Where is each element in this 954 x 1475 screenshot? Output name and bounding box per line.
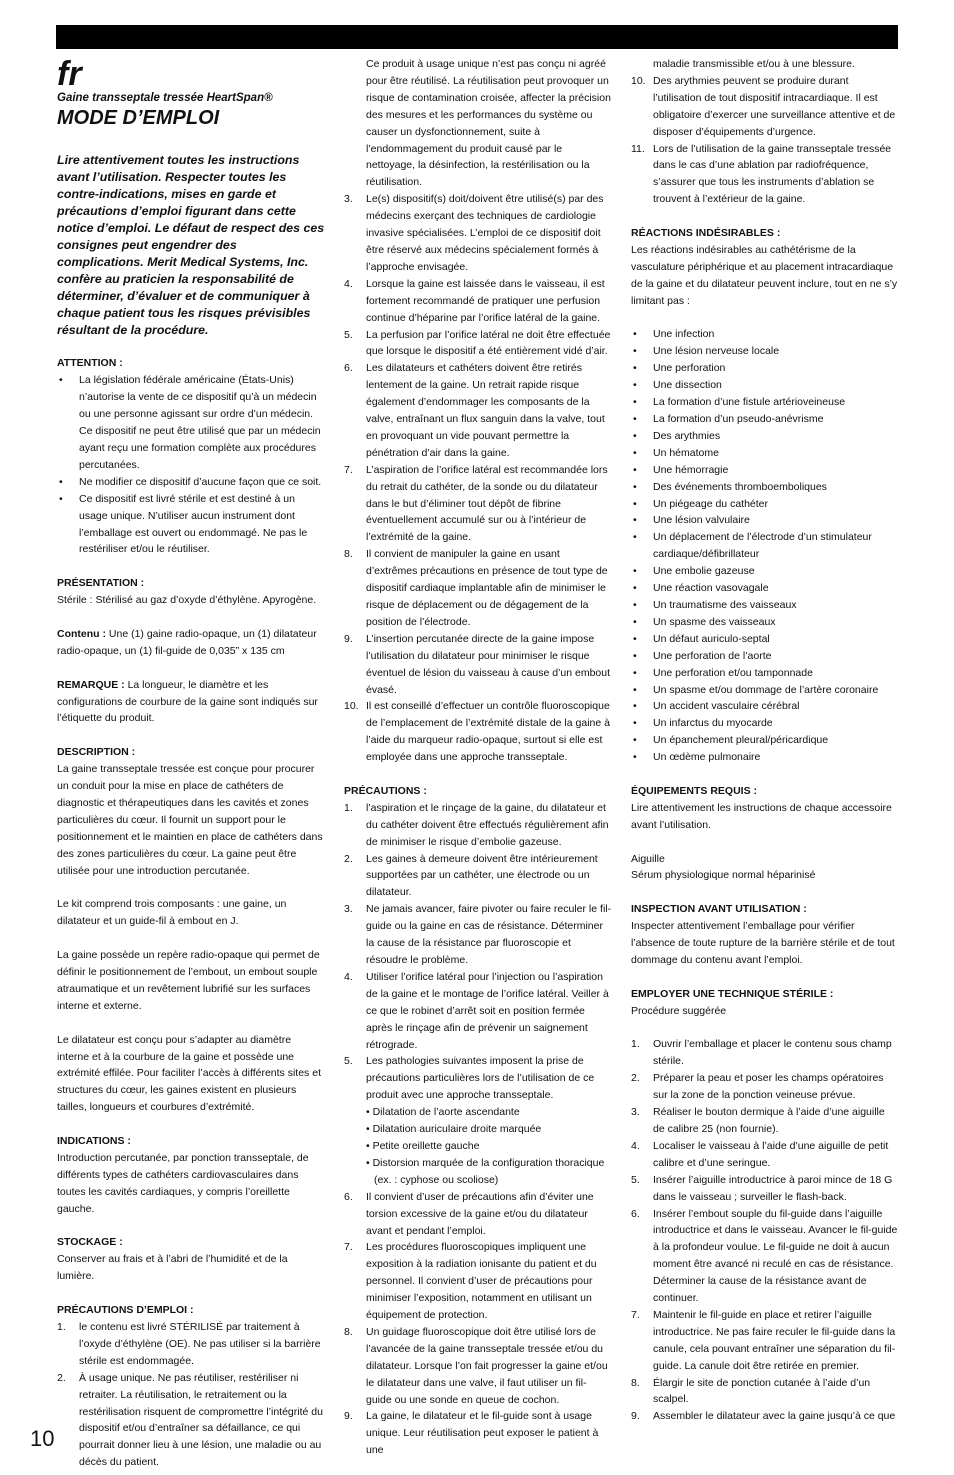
- equipement-item: Aiguille: [631, 852, 665, 865]
- list-item: 9. La gaine, le dilatateur et le fil-guide sont à usage unique. Leur réutilisation peut exposer le patient à une: [344, 1410, 599, 1457]
- list-item: • La formation d’une fistule artérioveineuse: [633, 396, 846, 409]
- list-item: 3. Ne jamais avancer, faire pivoter ou faire reculer le fil-guide ou la gaine en cas de résistance. Déterminer la cause de la résistance par fluoroscopie et résoudre le problème.: [344, 903, 612, 967]
- list-item: • Un spasme des vaisseaux: [633, 615, 776, 628]
- list-item: • Un défaut auriculo-septal: [633, 632, 770, 645]
- reactions-list: [631, 326, 899, 766]
- reactions-heading: RÉACTIONS INDÉSIRABLES :: [631, 227, 781, 240]
- intro-warning: Lire attentivement toutes les instructions avant l’utilisation. Respecter toutes les contre-indications, mises en garde et précautions d’emploi figurant dans cette notice d’emploi. Le défaut de respect des ces consignes peut engendrer des complications. Merit Medical Systems, Inc. confère au praticien la responsabilité de déterminer, d’évaluer et de communiquer à chaque patient tous les risques prévisibles résultant de la procédure.: [57, 153, 325, 337]
- description-paragraph: Le dilatateur est conçu pour s’adapter au diamètre interne et à la courbure de la gaine et possède une extrémité effilée. Pour faciliter l’accès à différents sites et structures du cœur, les gaines existent en plusieurs tailles, longueurs et courbures d’extrémité.: [57, 1033, 321, 1114]
- list-item: 9. L’insertion percutanée directe de la gaine impose l’utilisation du dilatateur pour minimiser le risque éventuel de lésion du vaisseau à cause d’un embout évasé.: [344, 632, 611, 696]
- list-item: • Un œdème pulmonaire: [633, 751, 761, 764]
- technique-heading: EMPLOYER UNE TECHNIQUE STÉRILE :: [631, 987, 834, 1000]
- pathology-item: • Petite oreillette gauche: [366, 1139, 480, 1152]
- list-item: 8. Un guidage fluoroscopique doit être utilisé lors de l’avancée de la gaine transseptale tressée et/ou du dilatateur. Lorsque l’on fait progresser la gaine et/ou le dilatateur dans une valve, il faut utiliser un fil-guide ou une sonde en queue de cochon.: [344, 1325, 608, 1406]
- column-3: [631, 56, 899, 1425]
- inspection-heading: INSPECTION AVANT UTILISATION :: [631, 903, 807, 916]
- equipements-text: Lire attentivement les instructions de chaque accessoire avant l’utilisation.: [631, 801, 892, 831]
- precautions-emploi-heading: PRÉCAUTIONS D’EMPLOI :: [57, 1304, 194, 1317]
- list-item: 1. Ouvrir l’emballage et placer le contenu sous champ stérile.: [631, 1038, 892, 1068]
- list-item: 4. Lorsque la gaine est laissée dans le vaisseau, il est fortement recommandé de pratiquer une perfusion continue d’héparine par l’orifice latéral de la gaine.: [344, 277, 605, 324]
- list-item: 9. Assembler le dilatateur avec la gaine jusqu’à ce que: [631, 1410, 896, 1423]
- presentation-heading: PRÉSENTATION :: [57, 577, 145, 590]
- pathology-item: (ex. : cyphose ou scoliose): [374, 1173, 499, 1186]
- column-1: [57, 56, 325, 1471]
- list-item: 2. Les gaines à demeure doivent être intérieurement supportées par un cathéter, une électrode ou un dilatateur.: [344, 852, 598, 899]
- pathology-item: • Dilatation auriculaire droite marquée: [366, 1123, 542, 1136]
- contenu-paragraph: Contenu : Une (1) gaine radio-opaque, un (1) dilatateur radio-opaque, un (1) fil-guide de 0,035” x 135 cm: [57, 627, 317, 657]
- list-item: • La législation fédérale américaine (États-Unis) n’autorise la vente de ce dispositif qu’à un médecin ou une personne agissant sur ordre d’un médecin. Ce dispositif ne peut être utilisé que par un médecin ayant reçu une formation complète aux procédures percutanées.: [59, 374, 321, 471]
- attention-heading: ATTENTION :: [57, 357, 123, 370]
- list-item: • Ce dispositif est livré stérile et est destiné à un usage unique. N’utiliser aucun instrument dont l’emballage est ouvert ou endommagé. Ne pas le restériliser et/ou le réutiliser.: [59, 492, 308, 556]
- equipements-heading: ÉQUIPEMENTS REQUIS :: [631, 784, 758, 797]
- list-item: • Un déplacement de l’électrode d’un stimulateur cardiaque/défibrillateur: [633, 531, 872, 561]
- header-bar: [56, 25, 898, 49]
- list-item: • Une hémorragie: [633, 463, 729, 476]
- technique-list: [631, 1036, 899, 1425]
- list-item: • Un infarctus du myocarde: [633, 717, 773, 730]
- list-item-continuation: Ce produit à usage unique n’est pas conçu ni agréé pour être réutilisé. La réutilisation peut provoquer un risque de contamination croisée, affecter la précision des mesures et les performances du système ou causer un dysfonctionnement, suite à l’endommagement du produit causé par le nettoyage, la désinfection, la restérilisation ou la réutilisation.: [366, 58, 611, 189]
- presentation-text: Stérile : Stérilisé au gaz d’oxyde d’éthylène. Apyrogène.: [57, 594, 317, 607]
- list-item: 7. Les procédures fluoroscopiques impliquent une exposition à la radiation ionisante du patient et du personnel. Il convient d’user de précautions pour minimiser l’exposition, notamment en utilisant un équipement de protection.: [344, 1241, 597, 1322]
- attention-list: [57, 372, 325, 558]
- list-item: • Ne modifier ce dispositif d’aucune façon que ce soit.: [59, 475, 322, 488]
- equipement-item: Sérum physiologique normal héparinisé: [631, 869, 816, 882]
- description-paragraph: Le kit comprend trois composants : une gaine, un dilatateur et un guide-fil à embout en J.: [57, 898, 287, 928]
- list-item: 8. Il convient de manipuler la gaine en usant d’extrêmes précautions en présence de tout type de dispositif cardiaque implantable afin de minimiser le risque de déplacement ou de dégagement de la position de l’électrode.: [344, 548, 608, 628]
- list-item: 10. Il est conseillé d’effectuer un contrôle fluoroscopique de l’emplacement de l’extrémité distale de la gaine à l’aide du marqueur radio-opaque, surtout si elle est employée dans une approche transseptale.: [344, 700, 610, 764]
- list-item: • Un accident vasculaire cérébral: [633, 700, 800, 713]
- list-item: • Des arythmies: [633, 429, 721, 442]
- list-item: • Une lésion nerveuse locale: [633, 345, 780, 358]
- precautions-emploi-list-cont: [344, 56, 612, 766]
- list-item: • Une lésion valvulaire: [633, 514, 750, 527]
- list-item: 8. Élargir le site de ponction cutanée à l’aide d’un scalpel.: [631, 1376, 871, 1406]
- list-item: • Un épanchement pleural/péricardique: [633, 734, 829, 747]
- list-item: 6. Les dilatateurs et cathéters doivent être retirés lentement de la gaine. Un retrait rapide risque également d’endommager les composants de la valve, entraînant un flux sanguin dans la valve, tout en provoquant un vide pouvant permettre la pénétration d’air dans la gaine.: [344, 362, 605, 459]
- list-item: 5. Les pathologies suivantes imposent la prise de précautions particulières lors de l’utilisation de ce produit avec une approche transseptale. • Dilatation de l’aorte ascendante • Dilatation auriculaire droite marquée • Petite oreillette gauche • Distorsion marquée de la configuration thoracique (ex. : cyphose ou scoliose): [344, 1053, 612, 1188]
- list-item: 6. Insérer l’embout souple du fil-guide dans l’aiguille introductrice et dans le vaisseau. Avancer le fil-guide à la profondeur voulue. Le fil-guide ne doit à aucun moment être avancé ni reculé en cas de résistance. Déterminer la cause de la résistance avant de continuer.: [631, 1207, 898, 1305]
- description-paragraph: La gaine possède un repère radio-opaque qui permet de définir le positionnement de l’embout, un embout souple atraumatique et un revêtement lubrifié sur les surfaces interne et externe.: [57, 949, 320, 1012]
- list-item: 7. Maintenir le fil-guide en place et retirer l’aiguille introductrice. Ne pas faire reculer le fil-guide dans la canule, cela pouvant entraîner une séparation du fil-guide. La canule doit être retirée en premier.: [631, 1308, 896, 1372]
- reactions-text: Les réactions indésirables au cathétérisme de la vasculature périphérique et au placement intracardiaque de la gaine et du dilatateur peuvent inclure, tout en ne s’y limitant pas :: [631, 243, 898, 307]
- inspection-text: Inspecter attentivement l’emballage pour vérifier l’absence de toute rupture de la barrière stérile et de tout dommage du contenu avant l’emploi.: [631, 920, 895, 966]
- indications-text: Introduction percutanée, par ponction transseptale, de différents types de cathéters cardiovasculaires dans toutes les cavités cardiaques, y compris l’oreillette gauche.: [57, 1151, 309, 1215]
- pathology-item: • Dilatation de l’aorte ascendante: [366, 1106, 520, 1119]
- list-item: • Un hématome: [633, 446, 719, 459]
- list-item: • Une infection: [633, 328, 715, 341]
- list-item: • Une dissection: [633, 379, 722, 392]
- list-item: 1. l’aspiration et le rinçage de la gaine, du dilatateur et du cathéter doivent être effectués régulièrement afin de minimiser le risque d’embolie gazeuse.: [344, 801, 609, 848]
- technique-subheading: Procédure suggérée: [631, 1004, 727, 1017]
- list-item: 3. Le(s) dispositif(s) doit/doivent être utilisé(s) par des médecins exerçant des techniques de cardiologie invasive spécialisées. L’emploi de ce dispositif doit être réservé aux médecins spécialement formés à l’approche envisagée.: [344, 193, 604, 273]
- list-item: 2. À usage unique. Ne pas réutiliser, restériliser ni retraiter. La réutilisation, le retraitement ou la restérilisation risquent de compromettre l’intégrité du dispositif et/ou d’entraîner sa défaillance, ce qui pourrait donner lieu à une lésion, une maladie ou au décès du patient.: [57, 1371, 323, 1469]
- list-item-continuation: maladie transmissible et/ou à une blessure.: [653, 58, 855, 70]
- list-item: • Une embolie gazeuse: [633, 565, 755, 578]
- list-item: 6. Il convient d’user de précautions afin d’éviter une torsion excessive de la gaine et/ou du dilatateur avant et pendant l’emploi.: [344, 1190, 594, 1237]
- description-heading: DESCRIPTION :: [57, 746, 136, 759]
- list-item: 5. Insérer l’aiguille introductrice à paroi mince de 18 G dans le vaisseau ; surveiller le flash-back.: [631, 1173, 893, 1203]
- list-item: • Une perforation: [633, 362, 726, 375]
- page-number: 10: [30, 1426, 55, 1451]
- stockage-text: Conserver au frais et à l’abri de l’humidité et de la lumière.: [57, 1253, 288, 1283]
- list-item: 4. Localiser le vaisseau à l’aide d’une aiguille de petit calibre et d’une seringue.: [631, 1139, 889, 1169]
- language-code: fr: [57, 55, 82, 93]
- list-item: • Une perforation et/ou tamponnade: [633, 666, 813, 679]
- list-item: 7. L’aspiration de l’orifice latéral est recommandée lors du retrait du cathéter, de la sonde ou du dilatateur dans le but d’éliminer tout dépôt de fibrine éventuellement accumulé sur ou à l’intérieur de l’extrémité de la gaine.: [344, 463, 608, 544]
- list-item: • Un piégeage du cathéter: [633, 497, 769, 510]
- list-item: • Un traumatisme des vaisseaux: [633, 598, 797, 611]
- precautions-list-cont: [631, 56, 899, 208]
- document-title: MODE D’EMPLOI: [57, 107, 220, 129]
- product-name: Gaine transseptale tressée HeartSpan®: [57, 92, 273, 104]
- remarque-paragraph: REMARQUE : La longueur, le diamètre et les configurations de courbure de la gaine sont indiqués sur l’étiquette du produit.: [57, 678, 318, 725]
- description-paragraph: La gaine transseptale tressée est conçue pour procurer un conduit pour la mise en place de cathéters de diagnostic et thérapeutiques dans les cavités et zones particulières du cœur. Il fournit un support pour le positionnement et le maintien en place de cathéters dans des zones particulières du cœur. La gaine peut être utilisée pour une introduction percutanée.: [57, 763, 323, 877]
- list-item: 5. La perfusion par l’orifice latéral ne doit être effectuée que lorsque le dispositif a été entièrement vidé d’air.: [344, 328, 611, 358]
- list-item: 2. Préparer la peau et poser les champs opératoires sur la zone de la ponction veineuse prévue.: [631, 1072, 884, 1102]
- list-item: 1. le contenu est livré STÉRILISÉ par traitement à l’oxyde d’éthylène (OE). Ne pas utiliser si la barrière stérile est endommagée.: [57, 1320, 321, 1367]
- list-item: • Des événements thromboemboliques: [633, 480, 827, 493]
- list-item: • Une perforation de l’aorte: [633, 649, 772, 662]
- pathology-item: • Distorsion marquée de la configuration thoracique: [366, 1156, 605, 1169]
- list-item: 10. Des arythmies peuvent se produire durant l’utilisation de tout dispositif intracardiaque. Il est obligatoire d’exercer une surveillance attentive et de disposer d’équipements d’urgence.: [631, 74, 896, 138]
- precautions-heading: PRÉCAUTIONS :: [344, 784, 427, 797]
- list-item: • Une réaction vasovagale: [633, 582, 769, 595]
- list-item: 11. Lors de l’utilisation de la gaine transseptale tressée dans le cas d’une ablation par radiofréquence, s’assurer que tous les instruments d’ablation se trouvent à l’extérieur de la gaine.: [631, 142, 892, 206]
- stockage-heading: STOCKAGE :: [57, 1236, 123, 1249]
- column-2: [344, 56, 612, 1459]
- indications-heading: INDICATIONS :: [57, 1135, 131, 1148]
- list-item: • Un spasme et/ou dommage de l’artère coronaire: [633, 683, 879, 696]
- precautions-emploi-list-start: [57, 1319, 325, 1471]
- list-item: 3. Réaliser le bouton dermique à l’aide d’une aiguille de calibre 25 (non fournie).: [631, 1106, 885, 1135]
- list-item: • La formation d’un pseudo-anévrisme: [633, 413, 824, 425]
- precautions-list: [344, 800, 612, 1459]
- list-item: 4. Utiliser l’orifice latéral pour l’injection ou l’aspiration de la gaine et le montage de l’orifice latéral. Veiller à ce que le robinet d’arrêt soit en position fermée après le rinçage afin de prévenir un saignement rétrograde.: [344, 970, 609, 1051]
